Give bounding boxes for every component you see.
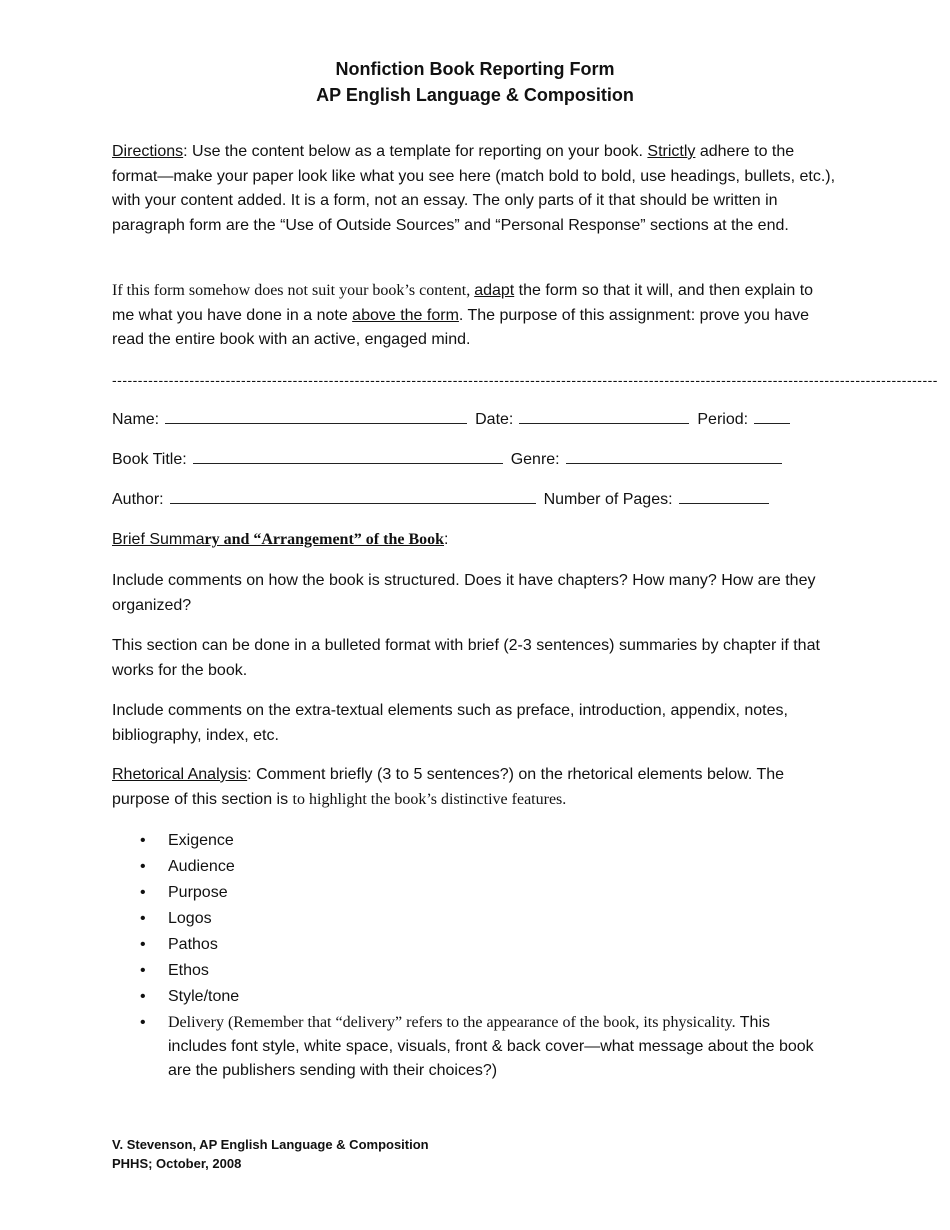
period-label: Period: (697, 411, 749, 428)
name-label: Name: (112, 411, 160, 428)
directions-paragraph: Directions: Use the content below as a template for reporting on your book. Strictly adhere to the format—make your paper look like what you see here (match bold to bold, use headings, bullets, etc.), with your content added. It is a form, not an essay. The only parts of it that should be written in paragraph form are the “Use of Outside Sources” and “Personal Response” sections at the end. (112, 143, 836, 234)
genre-blank[interactable] (566, 449, 782, 464)
date-label: Date: (475, 411, 514, 428)
author-label: Author: (112, 491, 164, 508)
footer-date: PHHS; October, 2008 (112, 1156, 242, 1171)
date-blank[interactable] (519, 409, 689, 424)
footer (112, 1135, 429, 1173)
list-item: • Audience (140, 858, 235, 875)
list-item: • Logos (140, 910, 212, 927)
footer-author: V. Stevenson, AP English Language & Composition (112, 1137, 429, 1152)
pages-label: Number of Pages: (543, 491, 673, 508)
summary-heading: Brief Summary and “Arrangement” of the Book: (112, 531, 449, 548)
adapt-word: adapt (474, 282, 515, 299)
list-item: • Exigence (140, 832, 234, 849)
rhetorical-elements-list (112, 828, 832, 1083)
summary-paragraph-2: This section can be done in a bulleted format with brief (2-3 sentences) summaries by chapter if that works for the book. (112, 637, 820, 679)
title-genre-row (112, 448, 826, 472)
name-blank[interactable] (165, 409, 467, 424)
list-item-delivery: • Delivery (Remember that “delivery” refers to the appearance of the book, its physicality. This includes font style, white space, visuals, front & back cover—what message about the book are the publishers sending with their choices?) (140, 1014, 814, 1079)
author-pages-row (112, 488, 826, 512)
course-title: AP English Language & Composition (316, 85, 634, 105)
list-item: • Style/tone (140, 988, 240, 1005)
separator-line: ---------------------------------------------------------------------------------------------------------------------------------------------------------------- (112, 372, 938, 388)
list-item: • Ethos (140, 962, 209, 979)
rhetorical-paragraph: Rhetorical Analysis: Comment briefly (3 to 5 sentences?) on the rhetorical elements below. The purpose of this section is to highlight the book’s distinctive features. (112, 766, 785, 808)
adapt-paragraph: If this form somehow does not suit your book’s content, adapt the form so that it will, and then explain to me what you have done in a note above the form. The purpose of this assignment: prove you have read the entire book with an active, engaged mind. (112, 282, 814, 348)
summary-paragraph-1: Include comments on how the book is structured. Does it have chapters? How many? How are they organized? (112, 572, 816, 614)
list-item: • Pathos (140, 936, 218, 953)
genre-label: Genre: (510, 451, 560, 468)
strictly-word: Strictly (647, 143, 696, 160)
rhetorical-label: Rhetorical Analysis (112, 766, 248, 783)
author-blank[interactable] (170, 489, 536, 504)
list-item: • Purpose (140, 884, 228, 901)
summary-paragraph-3: Include comments on the extra-textual elements such as preface, introduction, appendix, notes, bibliography, index, etc. (112, 702, 788, 744)
above-form-phrase: above the form (352, 306, 459, 324)
directions-label: Directions (112, 143, 184, 160)
name-date-period-row (112, 408, 826, 432)
period-blank[interactable] (754, 409, 790, 424)
form-title: Nonfiction Book Reporting Form (335, 59, 615, 79)
pages-blank[interactable] (679, 489, 769, 504)
book-title-label: Book Title: (112, 451, 187, 468)
book-title-blank[interactable] (193, 449, 503, 464)
